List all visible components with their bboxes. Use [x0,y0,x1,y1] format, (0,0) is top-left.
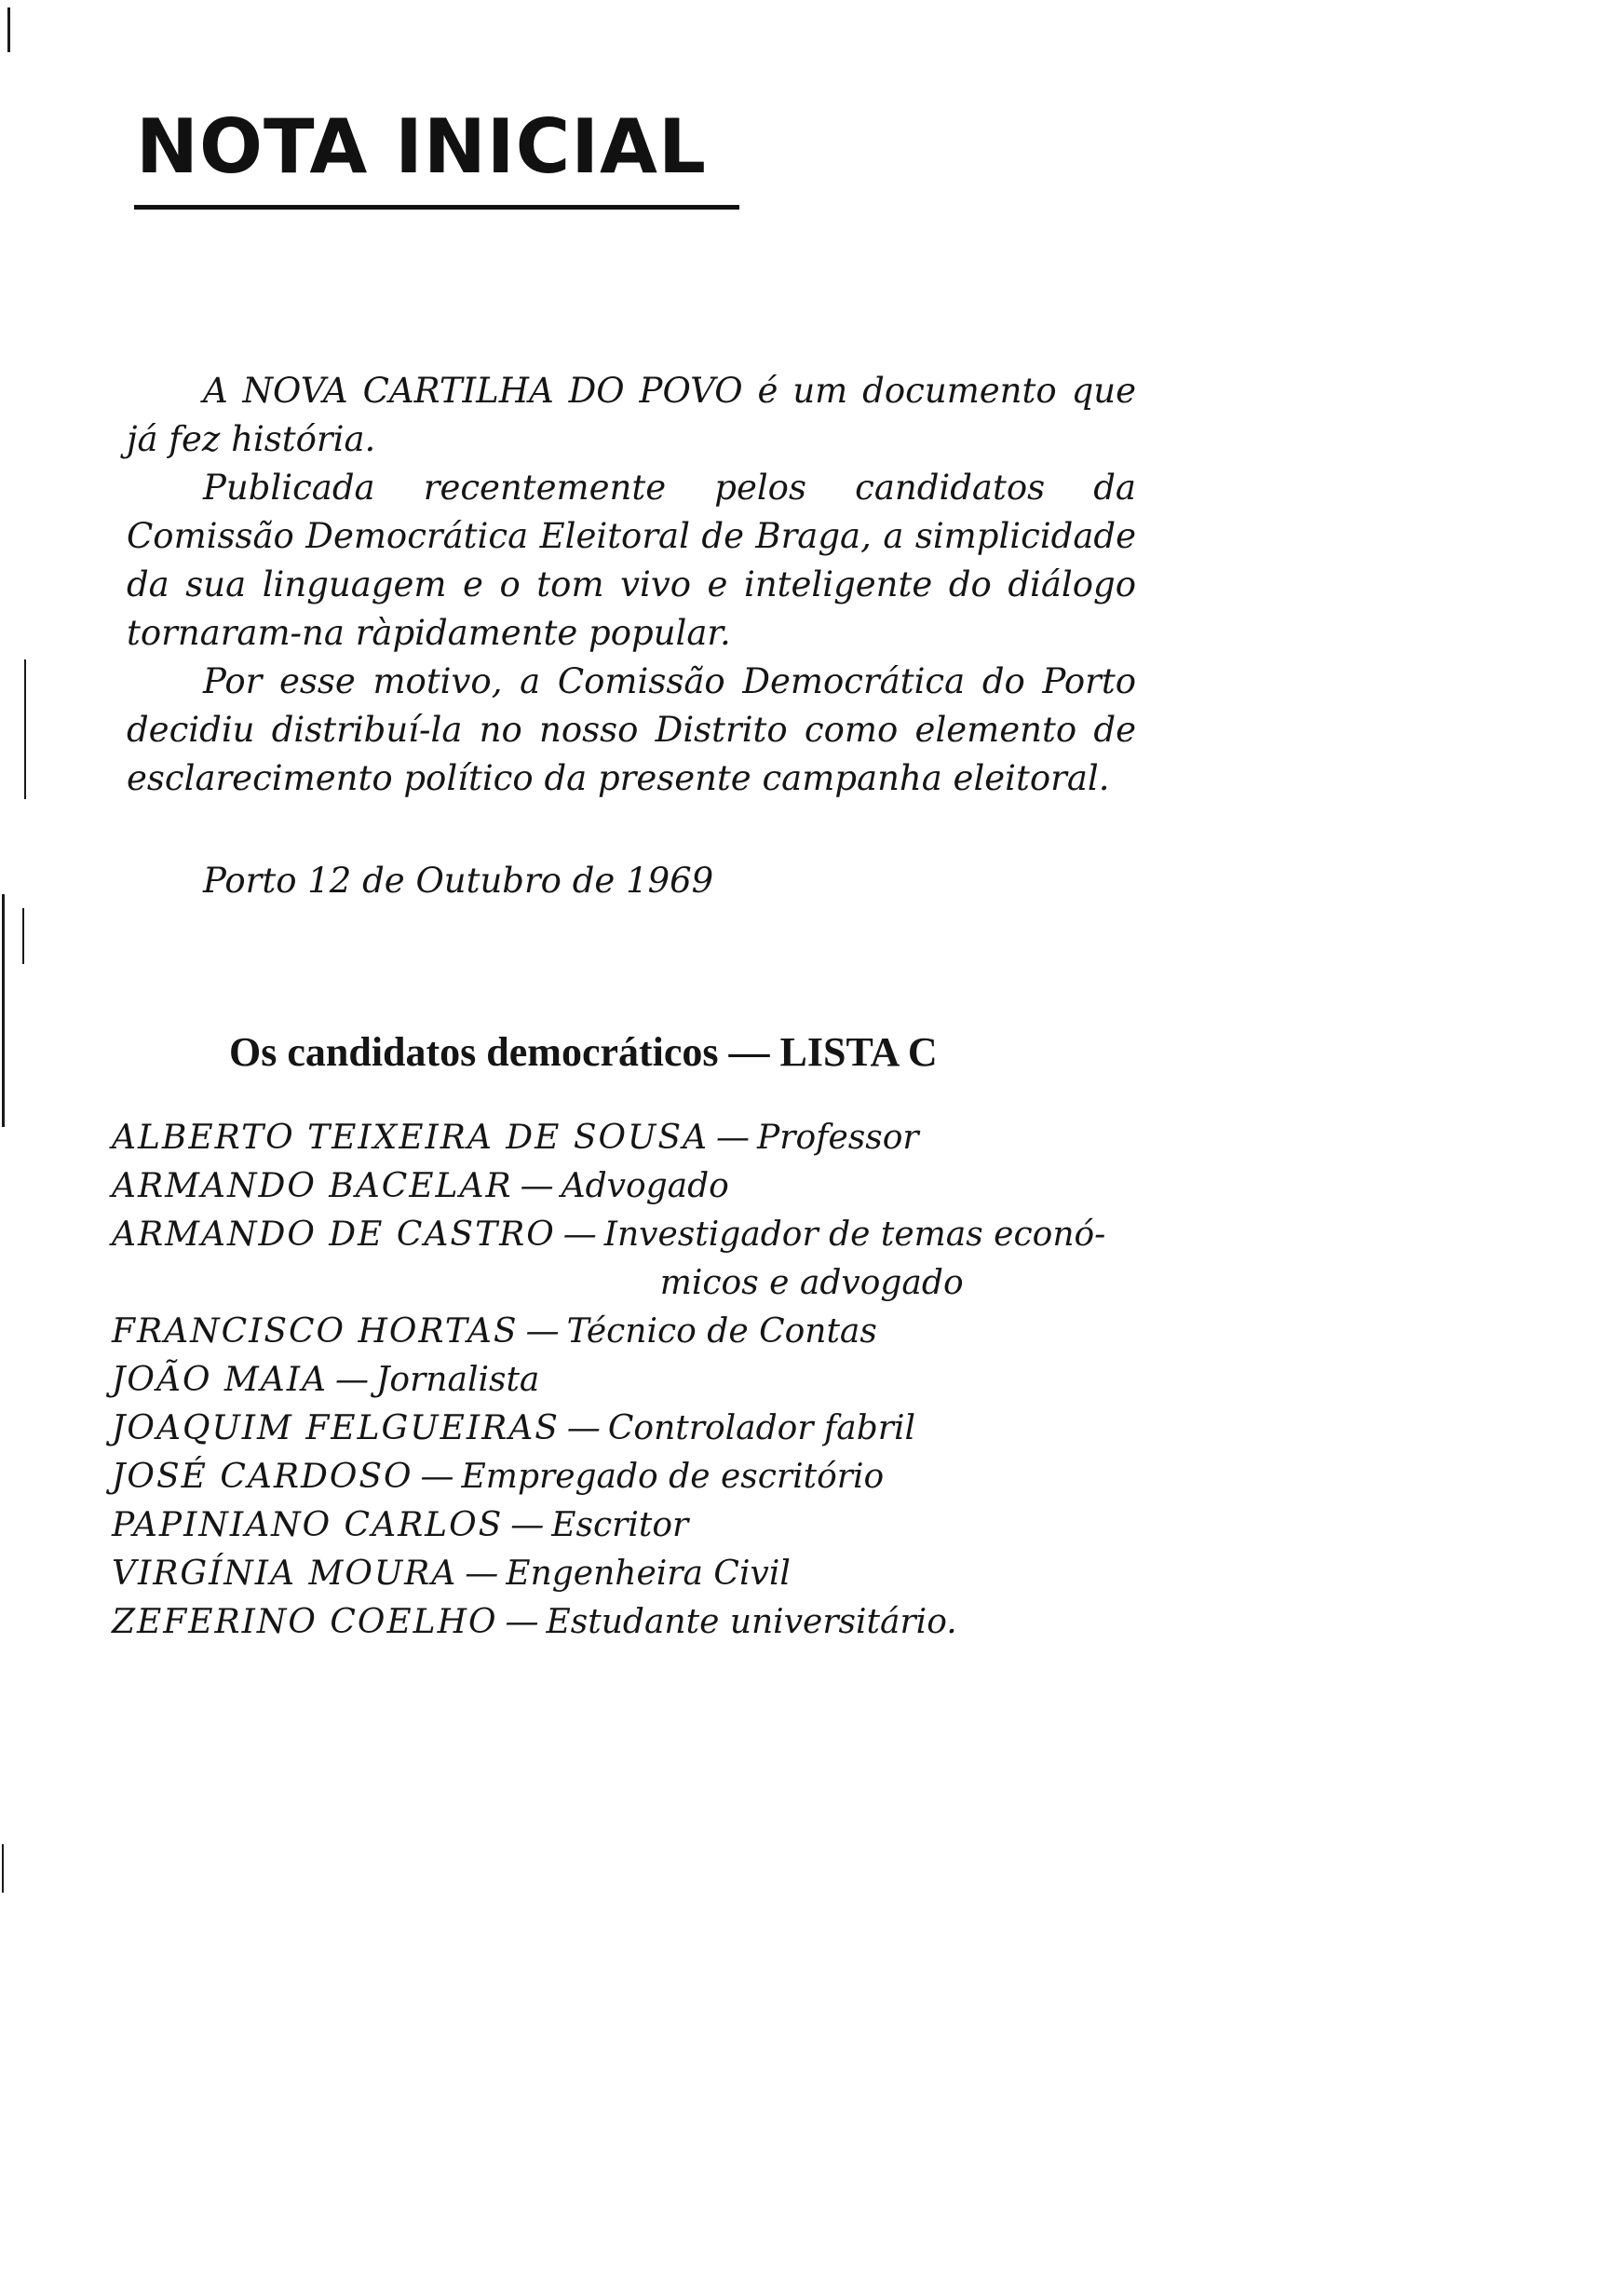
scan-edge-mark [24,659,26,799]
candidates-heading: Os candidatos democráticos — LISTA C [229,1029,938,1075]
dash-separator: — [420,1458,454,1496]
dash-separator: — [465,1555,499,1593]
candidate-name: PAPINIANO CARLOS [112,1506,504,1544]
candidate-item [112,1598,1136,1647]
candidate-item [112,1114,1136,1162]
candidate-role: Empregado de escritório [461,1458,885,1496]
dash-separator: — [562,1215,597,1254]
dash-separator: — [525,1312,560,1351]
intro-paragraph: Publicada recentemente pelos candidatos da Comissão Democrática Eleitoral de Braga, a simplicidade da sua linguagem e o tom vivo e inteligente do diálogo tornaram-na ràpidamente popular. [127,468,1136,653]
dash-separator: — [520,1167,554,1205]
candidate-item [112,1162,1136,1211]
candidate-name: FRANCISCO HORTAS [112,1312,519,1351]
intro-text [127,367,1136,803]
candidate-role: Investigador de temas econó- [603,1215,1106,1254]
scan-edge-mark [22,908,24,964]
candidate-name: VIRGÍNIA MOURA [112,1555,458,1593]
candidate-item [112,1356,1136,1405]
candidate-role: Professor [757,1119,919,1157]
title-underline [134,205,739,210]
candidate-role-continuation: micos e advogado [659,1264,964,1302]
candidate-role-block [604,1211,1136,1308]
dash-separator: — [716,1119,751,1157]
candidate-name: JOSÉ CARDOSO [112,1458,413,1496]
candidate-item [112,1405,1136,1453]
candidate-name: JOAQUIM FELGUEIRAS [112,1409,560,1447]
dash-separator: — [566,1409,601,1447]
candidate-role: Jornalista [375,1361,540,1399]
candidate-role: Controlador fabril [607,1409,916,1447]
scan-edge-mark [7,7,10,52]
scan-edge-mark [2,1844,4,1893]
intro-paragraph: A NOVA CARTILHA DO POVO é um documento que já fez história. [127,371,1136,459]
dash-separator: — [505,1603,539,1641]
candidate-name: ALBERTO TEIXEIRA DE SOUSA [112,1119,710,1157]
candidate-role: Técnico de Contas [566,1312,877,1351]
intro-date: Porto 12 de Outubro de 1969 [203,861,714,901]
page-title: NOTA INICIAL [136,103,707,190]
candidate-item [112,1550,1136,1598]
candidate-role: Advogado [561,1167,729,1205]
candidate-role: Escritor [551,1506,689,1544]
candidate-role: Engenheira Civil [506,1555,791,1593]
candidate-name: ZEFERINO COELHO [112,1603,498,1641]
candidate-item [112,1501,1136,1550]
candidate-item [112,1308,1136,1356]
dash-separator: — [510,1506,545,1544]
candidate-item [112,1453,1136,1501]
candidate-item [112,1211,1136,1308]
scan-edge-mark [2,894,5,1127]
dash-separator: — [334,1361,369,1399]
candidate-role: Estudante universitário. [546,1603,957,1641]
intro-paragraph: Por esse motivo, a Comissão Democrática do Porto decidiu distribuí-la no nosso Distrito como elemento de esclarecimento político da presente campanha eleitoral. [127,661,1136,798]
candidate-name: ARMANDO DE CASTRO [112,1215,556,1254]
candidate-name: JOÃO MAIA [112,1361,328,1399]
candidate-name: ARMANDO BACELAR [112,1167,513,1205]
candidates-list [112,1114,1136,1647]
